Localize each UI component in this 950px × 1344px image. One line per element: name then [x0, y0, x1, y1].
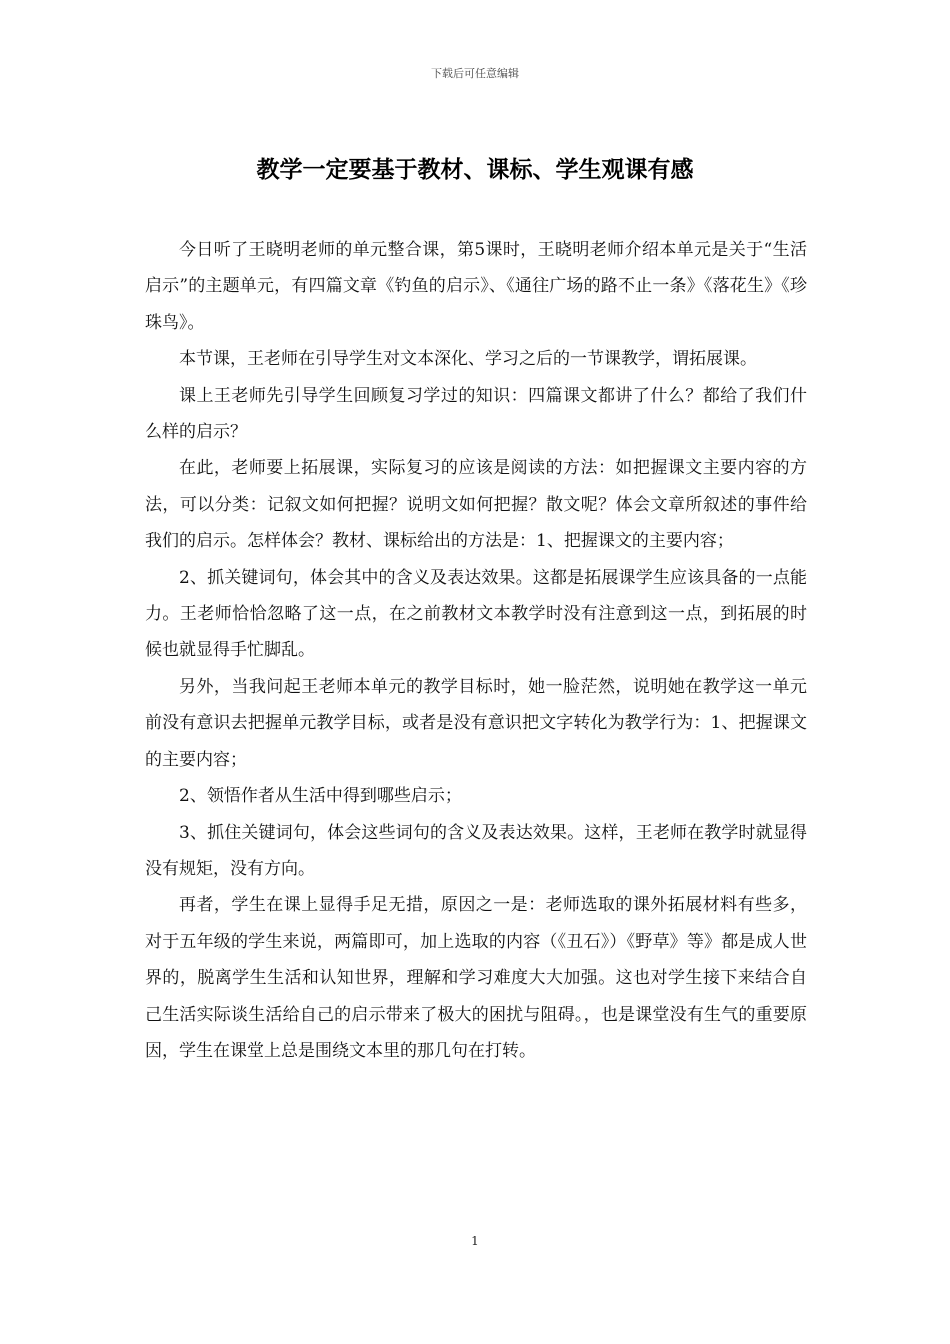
body-paragraph: 另外，当我问起王老师本单元的教学目标时，她一脸茫然，说明她在教学这一单元前没有意识去把握单元教学目标，或者是没有意识把文字转化为教学行为：1、把握课文的主要内容；	[145, 676, 807, 770]
body-paragraph: 2、抓关键词句，体会其中的含义及表达效果。这都是拓展课学生应该具备的一点能力。王老师恰恰忽略了这一点，在之前教材文本教学时没有注意到这一点，到拓展的时候也就显得手忙脚乱。	[145, 567, 807, 661]
body-paragraph: 2、领悟作者从生活中得到哪些启示；	[179, 786, 462, 807]
body-paragraph: 3、抓住关键词句，体会这些词句的含义及表达效果。这样，王老师在教学时就显得没有规矩，没有方向。	[145, 822, 807, 879]
page-header-note: 下载后可任意编辑	[431, 67, 519, 80]
body-paragraph: 在此，老师要上拓展课，实际复习的应该是阅读的方法：如把握课文主要内容的方法，可以分类：记叙文如何把握？说明文如何把握？散文呢？体会文章所叙述的事件给我们的启示。怎样体会？教材、课标给出的方法是：1、把握课文的主要内容；	[145, 458, 807, 552]
body-paragraph: 再者，学生在课上显得手足无措，原因之一是：老师选取的课外拓展材料有些多，对于五年级的学生来说，两篇即可，加上选取的内容（《丑石》）《野草》等》都是成人世界的，脱离学生生活和认知世界，理解和学习难度大大加强。这也对学生接下来结合自己生活实际谈生活给自己的启示带来了极大的困扰与阻碍。，也是课堂没有生气的重要原因，学生在课堂上总是围绕文本里的那几句在打转。	[145, 895, 807, 1061]
document-title: 教学一定要基于教材、课标、学生观课有感	[256, 156, 694, 183]
document-body	[145, 232, 807, 1069]
body-paragraph: 课上王老师先引导学生回顾复习学过的知识：四篇课文都讲了什么？都给了我们什么样的启示？	[145, 385, 807, 443]
body-paragraph: 今日听了王晓明老师的单元整合课，第5课时，王晓明老师介绍本单元是关于“生活启示”的主题单元，有四篇文章《钓鱼的启示》、《通往广场的路不止一条》《落花生》《珍珠鸟》。	[145, 240, 807, 333]
body-paragraph: 本节课，王老师在引导学生对文本深化、学习之后的一节课教学，谓拓展课。	[179, 349, 757, 370]
page-number: 1	[471, 1234, 479, 1248]
